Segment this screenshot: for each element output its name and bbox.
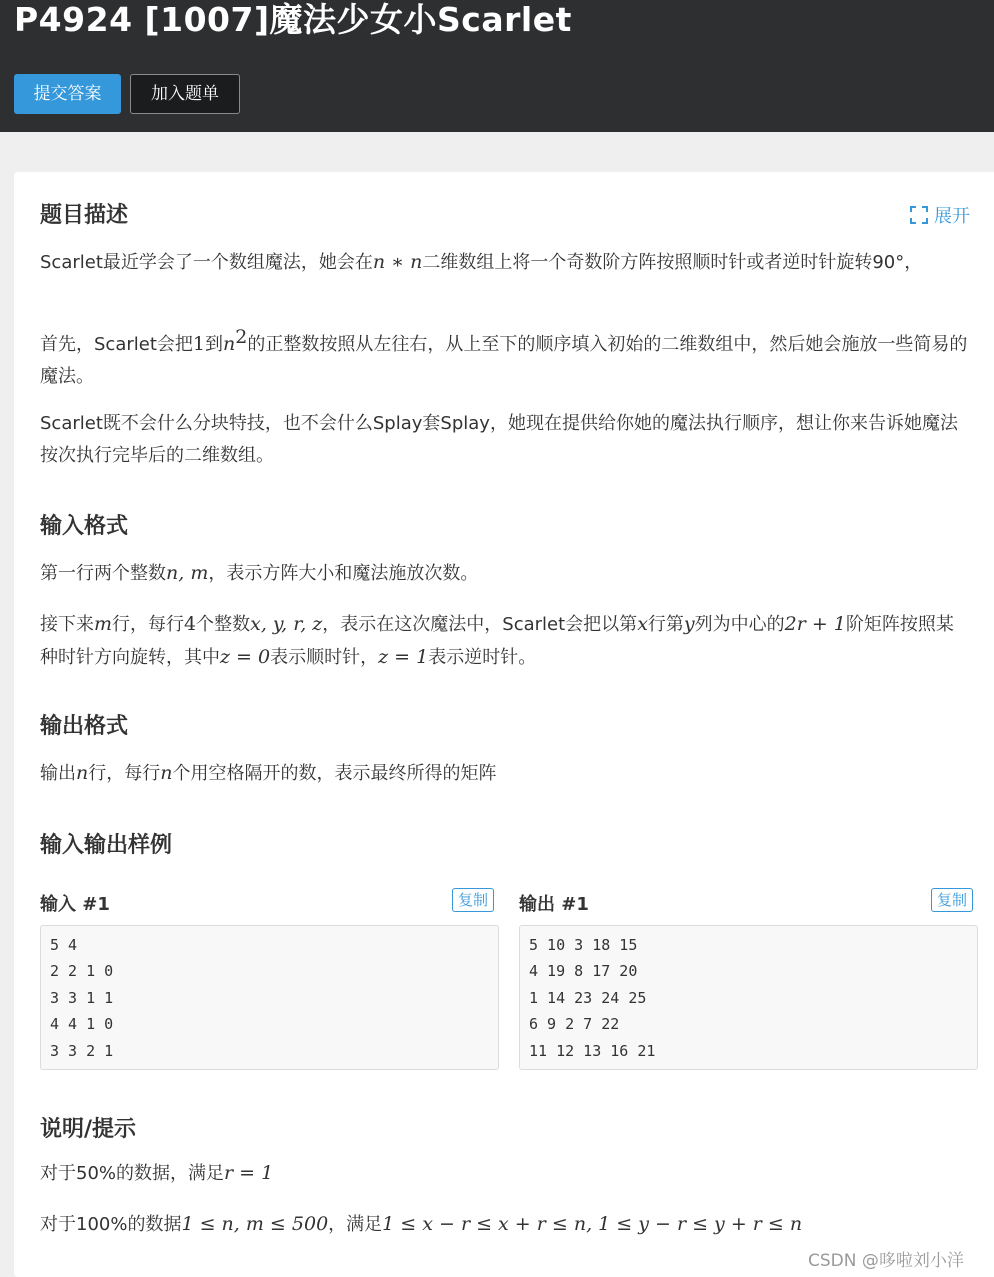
expand-button[interactable] xyxy=(910,202,970,228)
expand-icon xyxy=(910,206,928,224)
output-format-line: 输出n行，每行n个用空格隔开的数，表示最终所得的矩阵 xyxy=(40,762,497,784)
output-format-heading: 输出格式 xyxy=(40,714,129,739)
input-format-line-2: 接下来m行，每行4个整数x, y, r, z，表示在这次魔法中，Scarlet会把以第x行第y列为中心的2r + 1阶矩阵按照某种时针方向旋转，其中z = 0表示顺时针，z = 1表示逆时针。 xyxy=(40,613,954,668)
submit-answer-button[interactable]: 提交答案 xyxy=(14,74,121,114)
hint-line-2: 对于100%的数据1 ≤ n, m ≤ 500，满足1 ≤ x − r ≤ x + r ≤ n, 1 ≤ y − r ≤ y + r ≤ n xyxy=(40,1213,803,1235)
add-to-list-button[interactable]: 加入题单 xyxy=(130,74,240,114)
page-title: P4924 [1007]魔法少女小Scarlet xyxy=(14,0,572,39)
sample-input-block[interactable]: 5 4 2 2 1 0 3 3 1 1 4 4 1 0 3 3 2 1 xyxy=(40,925,499,1070)
input-format-heading: 输入格式 xyxy=(40,514,129,539)
samples-heading: 输入输出样例 xyxy=(40,833,173,858)
hint-heading: 说明/提示 xyxy=(40,1117,137,1142)
problem-header xyxy=(0,0,994,132)
sample-input-label: 输入 #1 xyxy=(40,894,110,915)
description-heading: 题目描述 xyxy=(40,203,129,228)
description-paragraph-3: Scarlet既不会什么分块特技，也不会什么Splay套Splay，她现在提供给你她的魔法执行顺序，想让你来告诉她魔法按次执行完毕后的二维数组。 xyxy=(40,413,958,466)
input-format-line-1: 第一行两个整数n, m，表示方阵大小和魔法施放次数。 xyxy=(40,562,479,584)
sample-output-label: 输出 #1 xyxy=(519,894,589,915)
expand-label: 展开 xyxy=(934,206,970,227)
copy-input-button[interactable]: 复制 xyxy=(452,888,494,912)
sample-output-block[interactable]: 5 10 3 18 15 4 19 8 17 20 1 14 23 24 25 6 9 2 7 22 11 12 13 16 21 xyxy=(519,925,978,1070)
description-paragraph-2: 首先，Scarlet会把1到$n^2$的正整数按照从左往右，从上至下的顺序填入初始的二维数组中，然后她会施放一些简易的魔法。 xyxy=(40,326,968,387)
copy-output-button[interactable]: 复制 xyxy=(931,888,973,912)
watermark: CSDN @哆啦刘小洋 xyxy=(808,1251,964,1271)
description-paragraph-1: Scarlet最近学会了一个数组魔法，她会在n ∗ n二维数组上将一个奇数阶方阵按照顺时针或者逆时针旋转90°， xyxy=(40,251,923,273)
hint-line-1: 对于50%的数据，满足r = 1 xyxy=(40,1162,274,1184)
problem-card xyxy=(14,172,994,1277)
